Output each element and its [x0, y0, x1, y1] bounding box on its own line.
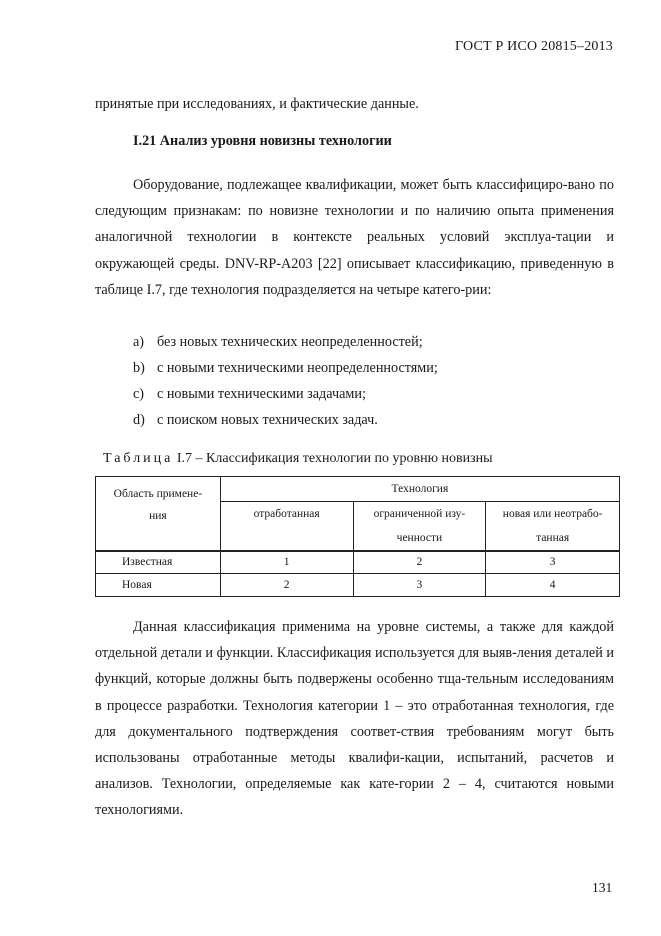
list-item-text: с поиском новых технических задач.	[157, 412, 378, 428]
list-marker: a)	[133, 334, 145, 350]
table-caption-label: Таблица	[103, 451, 174, 466]
novelty-classification-table	[95, 476, 620, 597]
row-value: 3	[486, 551, 620, 573]
subheader-limited-label: ченности	[396, 532, 443, 544]
subheader-new-label: танная	[536, 532, 570, 544]
list-marker: d)	[133, 412, 145, 428]
table-header-row	[96, 477, 620, 502]
list-item	[133, 386, 366, 403]
list-item	[133, 412, 378, 429]
paragraph-intro: Оборудование, подлежащее квалификации, может быть классифициро-вано по следующим признакам: по новизне технологии и по наличию опыта применения аналогичной технологии в контексте реальных условий эксплуа-тации и окружающей среды. DNV-RP-A203 [22] описывает классификацию, приведенную в таблице I.7, где технология подразделяется на четыре катего-рии:	[95, 177, 614, 298]
list-item	[133, 334, 423, 351]
table-caption-text: I.7 – Классификация технологии по уровню новизны	[173, 451, 493, 466]
continuation-text: принятые при исследованиях, и фактические данные.	[95, 96, 419, 112]
row-value: 4	[486, 573, 620, 596]
list-item-text: с новыми техническими неопределенностями;	[157, 360, 438, 376]
row-area: Известная	[96, 551, 221, 573]
header-area-label: Область примене-	[113, 488, 203, 500]
row-value: 2	[220, 573, 353, 596]
row-value: 3	[353, 573, 486, 596]
section-heading: I.21 Анализ уровня новизны технологии	[133, 133, 392, 149]
list-marker: b)	[133, 360, 145, 376]
header-area-cell	[96, 477, 221, 552]
table-caption	[103, 451, 493, 467]
row-value: 1	[220, 551, 353, 573]
list-item-text: без новых технических неопределенностей;	[157, 334, 423, 350]
subheader-new-label: новая или неотрабо-	[502, 508, 603, 520]
table-row	[96, 573, 620, 596]
subheader-limited-label: ограниченной изу-	[373, 508, 466, 520]
list-item	[133, 360, 438, 377]
row-area: Новая	[96, 573, 221, 596]
subheader-new	[486, 502, 620, 552]
row-value: 2	[353, 551, 486, 573]
paragraph-description: Данная классификация применима на уровне системы, а также для каждой отдельной детали и функции. Классификация используется для выяв-ления деталей и функций, которые должны быть подвержены особенно тща-тельным исследованиям в процессе разработки. Технология категории 1 – это отработанная технология, где для документального подтверждения соответ-ствия требованиям могут быть использованы отработанные методы квалифи-кации, испытаний, расчетов и анализов. Технологии, определяемые как кате-гории 2 – 4, считаются новыми технологиями.	[95, 619, 614, 819]
table-row	[96, 551, 620, 573]
subheader-limited	[353, 502, 486, 552]
list-marker: c)	[133, 386, 145, 402]
header-area-label: ния	[149, 510, 167, 522]
list-item-text: с новыми техническими задачами;	[157, 386, 366, 402]
subheader-proven: отработанная	[220, 502, 353, 552]
page-number: 131	[592, 880, 613, 895]
document-code-header: ГОСТ Р ИСО 20815–2013	[455, 39, 613, 54]
header-technology-cell: Технология	[220, 477, 619, 502]
